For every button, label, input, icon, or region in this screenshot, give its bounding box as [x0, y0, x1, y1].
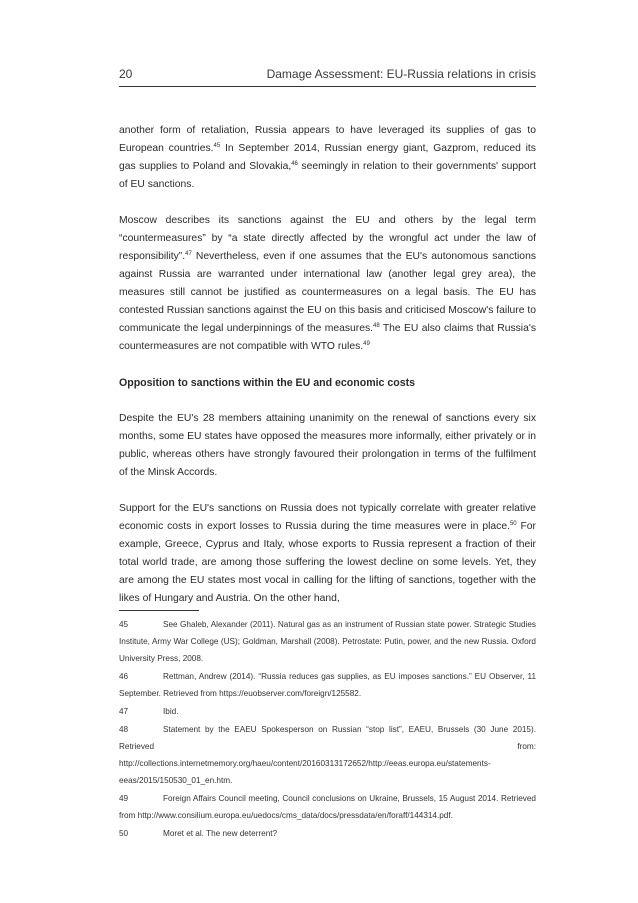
footnote-45: 45 See Ghaleb, Alexander (2011). Natural gas as an instrument of Russian state power. Strategic Studies Institute, Army War College (US); Goldman, Marshall (2008). Petrostate: Putin, power, and the new Russia. Oxford University Press, 2008. [119, 620, 536, 663]
footnote-ref-46[interactable]: 46 [291, 161, 298, 167]
footnote-ref-45[interactable]: 45 [213, 143, 221, 149]
footnote-ref-47[interactable]: 47 [185, 251, 192, 257]
paragraph-3: Despite the EU's 28 members attaining unanimity on the renewal of sanctions every six months, some EU states have opposed the measures more informally, either privately or in public, whereas others have strongly favoured their prolongation in terms of the fulfilment of the Minsk Accords. [119, 413, 536, 478]
page-number: 20 [119, 67, 133, 81]
footnote-49: 49 Foreign Affairs Council meeting, Council conclusions on Ukraine, Brussels, 15 August 2014. Retrieved from http://www.consilium.europa.eu/uedocs/cms_data/docs/pressdata/en/foraff/144314.pdf. [119, 794, 536, 820]
running-title: Damage Assessment: EU-Russia relations in crisis [266, 67, 536, 81]
footnote-ref-50[interactable]: 50 [509, 521, 517, 527]
paragraph-4: Support for the EU's sanctions on Russia does not typically correlate with greater relative economic costs in export losses to Russia during the time measures were in place.$^{50}$ For example, Greece, Cyprus and Italy, whose exports to Russia represent a fraction of their total world trade, are among those suffering the lowest decline on some levels. Yet, they are among the EU states most vocal in calling for the lifting of sanctions, together with the likes of Hungary and Austria. On the other hand, [119, 503, 537, 604]
paragraph-1: another form of retaliation, Russia appears to have leveraged its supplies of gas to European countries.$^{45}$ In September 2014, Russian energy giant, Gazprom, reduced its gas supplies to Poland and Slovakia,$^{46}$ seemingly in relation to their governments' support of EU sanctions. [119, 125, 536, 190]
paragraph-2: Moscow describes its sanctions against the EU and others by the legal term “countermeasures” by “a state directly affected by the wrongful act under the law of responsibility”.$^{47}$ Nevertheless, even if one assumes that the EU's autonomous sanctions against Russia are warranted under international law (another legal grey area), the measures still cannot be justified as countermeasures on a legal basis. The EU has contested Russian sanctions against the EU on this basis and criticised Moscow's failure to communicate the legal underpinnings of the measures.$^{48}$ The EU also claims that Russia's countermeasures are not compatible with WTO rules.$^{49}$ [119, 215, 536, 352]
page-header [119, 64, 536, 87]
footnote-ref-48[interactable]: 48 [373, 323, 380, 329]
main-text [119, 122, 536, 626]
footnote-47: 47 Ibid. [119, 707, 179, 716]
footnotes [119, 616, 536, 843]
footnote-48: 48 Statement by the EAEU Spokesperson on Russian “stop list”, EAEU, Brussels (30 June 2015). Retrieved from: http://collections.internetmemory.org/haeu/content/20160313172652/http://eeas.europa.eu/statements-eeas/2015/150530_01_en.htm. [119, 725, 536, 785]
footnote-50: 50 Moret et al. The new deterrent? [119, 829, 278, 838]
section-heading: Opposition to sanctions within the EU and economic costs [119, 377, 416, 389]
footnote-ref-49[interactable]: 49 [363, 341, 370, 347]
footnote-separator [119, 610, 199, 611]
footnote-46: 46 Rettman, Andrew (2014). “Russia reduces gas supplies, as EU imposes sanctions.” EU Observer, 11 September. Retrieved from https://euobserver.com/foreign/125582. [119, 672, 536, 698]
